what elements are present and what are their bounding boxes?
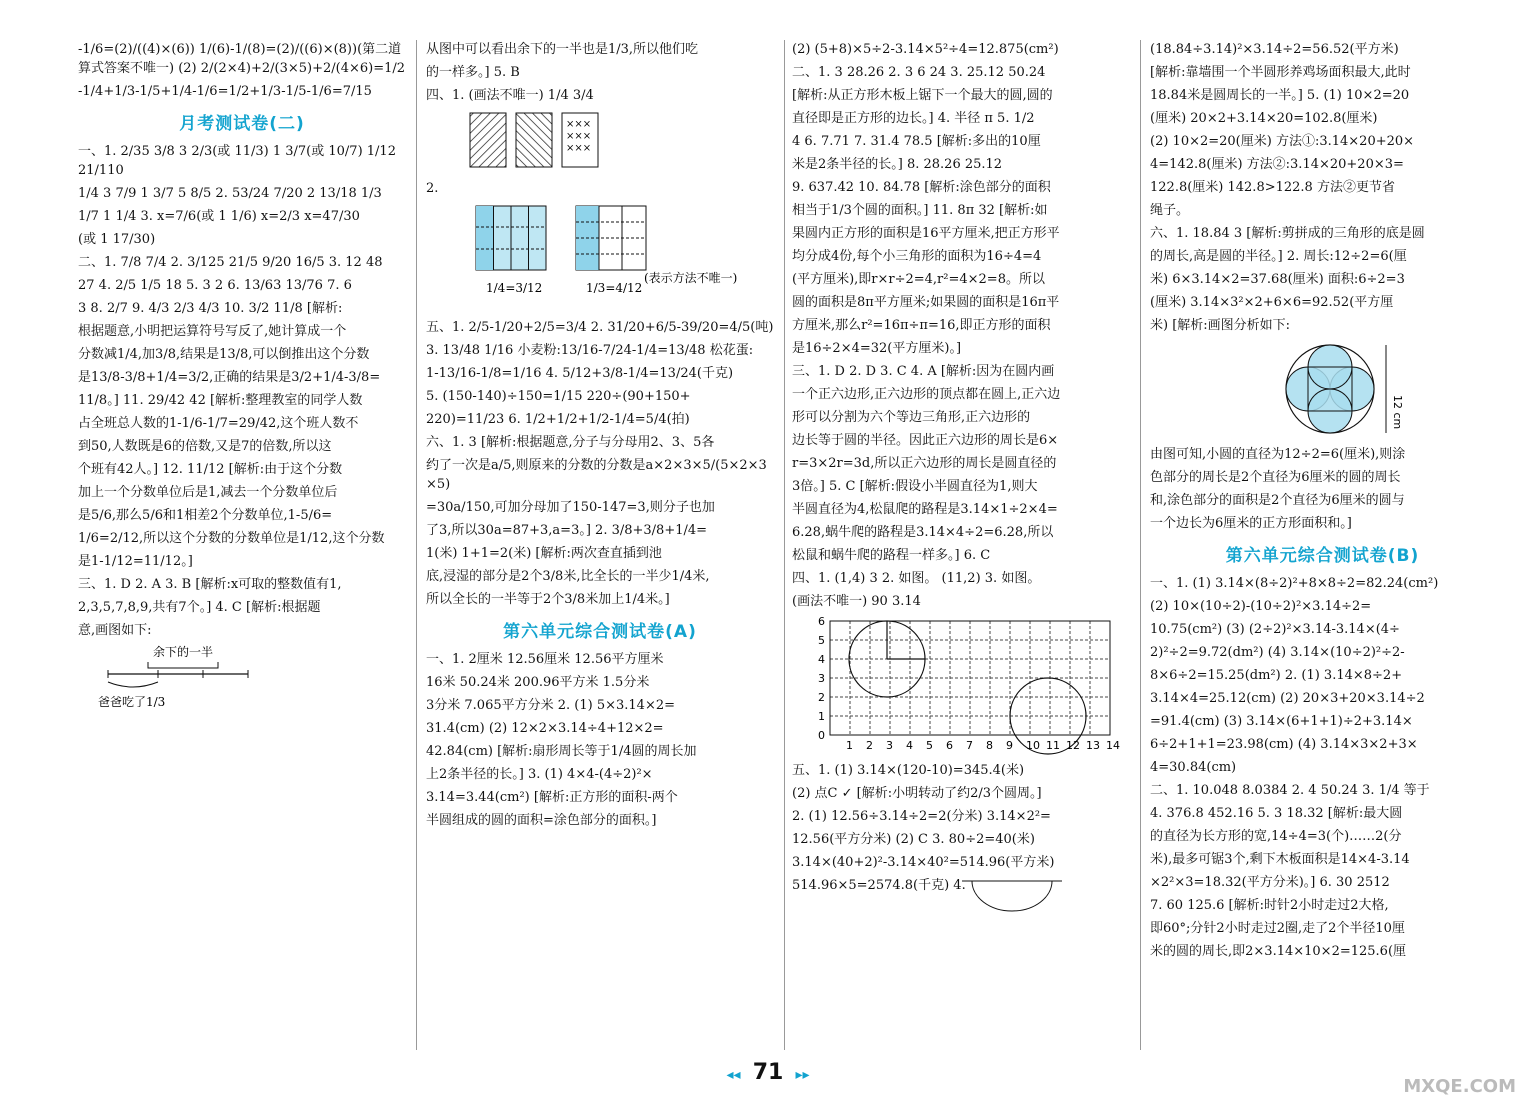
text-line: 2,3,5,7,8,9,共有7个。] 4. C [解析:根据题 bbox=[78, 600, 321, 615]
text-line: 4=30.84(cm) bbox=[1150, 760, 1237, 775]
text-line: 是1-1/12=11/12。] bbox=[78, 554, 193, 569]
text-line: 一、1. (1) 3.14×(8÷2)²+8×8÷2=82.24(cm²) bbox=[1150, 576, 1439, 591]
column-divider bbox=[1140, 40, 1141, 1050]
column-4 bbox=[1150, 40, 1495, 1060]
x-tick-label: 12 bbox=[1066, 739, 1080, 752]
text-line: 18.84米是圆周长的一半。] 5. (1) 10×2=20 bbox=[1150, 88, 1410, 103]
fraction-rectangles-figure bbox=[426, 202, 766, 312]
svg-text:×××: ××× bbox=[566, 119, 592, 130]
text-line: 色部分的周长是2个直径为6厘米的圆的周长 bbox=[1150, 470, 1401, 485]
text-line: 16米 50.24米 200.96平方米 1.5分米 bbox=[426, 675, 650, 690]
text-line: (2) 10×2=20(厘米) 方法①:3.14×20+20× bbox=[1150, 134, 1415, 149]
text-line: 意,画图如下: bbox=[78, 623, 152, 638]
text-line: 形可以分割为六个等边三角形,正六边形的 bbox=[792, 410, 1031, 425]
text-line: 9. 637.42 10. 84.78 [解析:涂色部分的面积 bbox=[792, 180, 1051, 195]
text-line: 二、1. 7/8 7/4 2. 3/125 21/5 9/20 16/5 3. 12 48 bbox=[78, 255, 383, 270]
text-line: 3. 13/48 1/16 小麦粉:13/16-7/24-1/4=13/48 松花蛋: bbox=[426, 343, 754, 358]
text-line: 3.14×(40+2)²-3.14×40²=514.96(平方米) bbox=[792, 855, 1055, 870]
text-line: 是16÷2×4=32(平方厘米)。] bbox=[792, 341, 962, 356]
text-line: 半圆组成的圆的面积=涂色部分的面积。] bbox=[426, 813, 657, 828]
column-3 bbox=[792, 40, 1132, 1060]
x-tick-label: 14 bbox=[1106, 739, 1120, 752]
x-tick-label: 1 bbox=[846, 739, 853, 752]
text-line: 11/8。] 11. 29/42 42 [解析:整理教室的同学人数 bbox=[78, 393, 363, 408]
figure-note: (表示方法不唯一) bbox=[644, 271, 738, 285]
y-tick-label: 2 bbox=[818, 691, 825, 704]
text-line: 米) 6×3.14×2=37.68(厘米) 面积:6÷2=3 bbox=[1150, 272, 1405, 287]
text-line: (或 1 17/30) bbox=[78, 232, 156, 247]
text-line: 绳子。 bbox=[1150, 203, 1190, 218]
text-line: 二、1. 3 28.26 2. 3 6 24 3. 25.12 50.24 bbox=[792, 65, 1046, 80]
text-line: 3 8. 2/7 9. 4/3 2/3 4/3 10. 3/2 11/8 [解析: bbox=[78, 301, 343, 316]
x-tick-label: 8 bbox=[986, 739, 993, 752]
text-line: 底,浸湿的部分是2个3/8米,比全长的一半少1/4米, bbox=[426, 569, 710, 584]
text-line: 3.14×4=25.12(cm) (2) 20×3+20×3.14÷2 bbox=[1150, 691, 1425, 706]
text-line: 的直径为长方形的宽,14÷4=3(个)……2(分 bbox=[1150, 829, 1402, 844]
text-line: 4 6. 7.71 7. 31.4 78.5 [解析:多出的10厘 bbox=[792, 134, 1041, 149]
text-line: 米是2条半径的长。] 8. 28.26 25.12 bbox=[792, 157, 1003, 172]
y-tick-label: 1 bbox=[818, 710, 825, 723]
text-line: 3分米 7.065平方分米 2. (1) 5×3.14×2= bbox=[426, 698, 675, 713]
fraction-equation: 1/4=3/12 bbox=[486, 281, 543, 295]
text-line: (平方厘米),即r×r÷2=4,r²=4×2=8。所以 bbox=[792, 272, 1045, 287]
text-line: (2) 10×(10÷2)-(10÷2)²×3.14÷2= bbox=[1150, 599, 1372, 614]
text-line: 果圆内正方形的面积是16平方厘米,把正方形平 bbox=[792, 226, 1060, 241]
text-line: 从图中可以看出余下的一半也是1/3,所以他们吃 bbox=[426, 42, 699, 57]
text-line: 的周长,高是圆的半径。] 2. 周长:12÷2=6(厘 bbox=[1150, 249, 1407, 264]
text-line: (2) (5+8)×5÷2-3.14×5²÷4=12.875(cm²) bbox=[792, 42, 1059, 57]
text-line: 6÷2+1+1=23.98(cm) (4) 3.14×3×2+3× bbox=[1150, 737, 1418, 752]
text-line: =91.4(cm) (3) 3.14×(6+1+1)÷2+3.14× bbox=[1150, 714, 1413, 729]
x-tick-label: 4 bbox=[906, 739, 913, 752]
text-line: 边长等于圆的半径。因此正六边形的周长是6× bbox=[792, 433, 1059, 448]
text-line: [解析:靠墙围一个半圆形养鸡场面积最大,此时 bbox=[1150, 65, 1411, 80]
text-line: 个班有42人。] 12. 11/12 [解析:由于这个分数 bbox=[78, 462, 343, 477]
column-divider bbox=[416, 40, 417, 1050]
text-line: 3.14=3.44(cm²) [解析:正方形的面积-两个 bbox=[426, 790, 678, 805]
text-line: 均分成4份,每个小三角形的面积为16÷4=4 bbox=[792, 249, 1042, 264]
text-line: 2. (1) 12.56÷3.14÷2=2(分米) 3.14×2²= bbox=[792, 809, 1051, 824]
text-line: 相当于1/3个圆的面积。] 11. 8π 32 [解析:如 bbox=[792, 203, 1048, 218]
text-line: 即60°;分针2小时走过2圈,走了2个半径10厘 bbox=[1150, 921, 1405, 936]
x-tick-label: 7 bbox=[966, 739, 973, 752]
y-tick-label: 0 bbox=[818, 729, 825, 742]
bracket-diagram bbox=[78, 644, 278, 714]
section-heading: 月考测试卷(二) bbox=[179, 114, 305, 134]
x-tick-label: 5 bbox=[926, 739, 933, 752]
section-heading: 第六单元综合测试卷(A) bbox=[503, 622, 697, 642]
text-line: 二、1. 10.048 8.0384 2. 4 50.24 3. 1/4 等于 bbox=[1150, 783, 1430, 798]
text-line: 三、1. D 2. A 3. B [解析:x可取的整数值有1, bbox=[78, 577, 342, 592]
text-line: 由图可知,小圆的直径为12÷2=6(厘米),则涂 bbox=[1150, 447, 1406, 462]
text-line: 31.4(cm) (2) 12×2×3.14÷4+12×2= bbox=[426, 721, 664, 736]
text-line: 方厘米,那么r²=16π÷π=16,即正方形的面积 bbox=[792, 318, 1051, 333]
dimension-label: 12 cm bbox=[1391, 395, 1404, 430]
text-line: 四、1. (画法不唯一) 1/4 3/4 bbox=[426, 88, 594, 103]
x-tick-label: 3 bbox=[886, 739, 893, 752]
diagram-top-label: 余下的一半 bbox=[153, 645, 214, 659]
coordinate-grid-figure bbox=[792, 615, 1120, 755]
text-line: 4=142.8(厘米) 方法②:3.14×20+20×3= bbox=[1150, 157, 1404, 172]
text-line: 2)²÷2=9.72(dm²) (4) 3.14×(10÷2)²÷2- bbox=[1150, 645, 1405, 660]
text-line: 是13/8-3/8+1/4=3/2,正确的结果是3/2+1/4-3/8= bbox=[78, 370, 381, 385]
page-number: 71 bbox=[752, 1060, 784, 1085]
column-2 bbox=[426, 40, 774, 1060]
column-1 bbox=[78, 40, 406, 1060]
text-line: 1-13/16-1/8=1/16 4. 5/12+3/8-1/4=13/24(千克) bbox=[426, 366, 734, 381]
x-tick-label: 11 bbox=[1046, 739, 1060, 752]
text-line: (画法不唯一) 90 3.14 bbox=[792, 594, 921, 609]
text-line: 米),最多可锯3个,剩下木板面积是14×4-3.14 bbox=[1150, 852, 1410, 867]
text-line: 六、1. 18.84 3 [解析:剪拼成的三角形的底是圆 bbox=[1150, 226, 1425, 241]
text-line: 五、1. 2/5-1/20+2/5=3/4 2. 31/20+6/5-39/20=4/5(吨) bbox=[426, 320, 774, 335]
text-line: 10.75(cm²) (3) (2÷2)²×3.14-3.14×(4÷ bbox=[1150, 622, 1400, 637]
text-line: -1/4+1/3-1/5+1/4-1/6=1/2+1/3-1/5-1/6=7/15 bbox=[78, 84, 372, 99]
text-line: 1(米) 1+1=2(米) [解析:两次查直插到池 bbox=[426, 546, 662, 561]
semicircle-figure bbox=[952, 875, 1072, 915]
text-line: 3倍。] 5. C [解析:假设小半圆直径为1,则大 bbox=[792, 479, 1038, 494]
watermark: MXQE.COM bbox=[1403, 1076, 1516, 1097]
text-line: 圆的面积是8π平方厘米;如果圆的面积是16π平 bbox=[792, 295, 1060, 310]
text-line: (厘米) 3.14×3²×2+6×6=92.52(平方厘 bbox=[1150, 295, 1394, 310]
text-line: 一个正六边形,正六边形的顶点都在圆上,正六边 bbox=[792, 387, 1061, 402]
column-divider bbox=[784, 40, 785, 1050]
text-line: 松鼠和蜗牛爬的路程一样多。] 6. C bbox=[792, 548, 991, 563]
text-line: 一个边长为6厘米的正方形面积和。] bbox=[1150, 516, 1352, 531]
text-line: 1/4 3 7/9 1 3/7 5 8/5 2. 53/24 7/20 2 13/18 1/3 bbox=[78, 186, 382, 201]
x-tick-label: 2 bbox=[866, 739, 873, 752]
text-line: 六、1. 3 [解析:根据题意,分子与分母用2、3、5各 bbox=[426, 435, 715, 450]
text-line: (2) 点C ✓ [解析:小明转动了约2/3个圆周。] bbox=[792, 786, 1042, 801]
prev-arrow-icon: ◂◂ bbox=[726, 1067, 741, 1083]
text-line: (厘米) 20×2+3.14×20=102.8(厘米) bbox=[1150, 111, 1378, 126]
fraction-equation: 1/3=4/12 bbox=[586, 281, 643, 295]
text-line: 12.56(平方分米) (2) C 3. 80÷2=40(米) bbox=[792, 832, 1035, 847]
text-line: 是5/6,那么5/6和1相差2个分数单位,1-5/6= bbox=[78, 508, 333, 523]
hatched-squares-figure bbox=[426, 109, 626, 173]
x-tick-label: 10 bbox=[1026, 739, 1040, 752]
text-line: 和,涂色部分的面积是2个直径为6厘米的圆与 bbox=[1150, 493, 1405, 508]
svg-text:×××: ××× bbox=[566, 131, 592, 142]
text-line: 5. (150-140)÷150=1/15 220÷(90+150+ bbox=[426, 389, 691, 404]
text-line: 到50,人数既是6的倍数,又是7的倍数,所以这 bbox=[78, 439, 332, 454]
text-line: 514.96×5=2574.8(千克) 4. bbox=[792, 878, 966, 893]
text-line: -1/6=(2)/((4)×(6)) 1/(6)-1/(8)=(2)/((6)×(8))(第二道算式答案不唯一) (2) 2/(2×4)+2/(3×5)+2/(4×6)=1/2 bbox=[78, 42, 406, 76]
text-line: 分数减1/4,加3/8,结果是13/8,可以倒推出这个分数 bbox=[78, 347, 370, 362]
x-tick-label: 13 bbox=[1086, 739, 1100, 752]
text-line: ×2²×3=18.32(平方分米)。] 6. 30 2512 bbox=[1150, 875, 1390, 890]
text-line: 一、1. 2/35 3/8 3 2/3(或 11/3) 1 3/7(或 10/7) 1/12 21/110 bbox=[78, 144, 396, 178]
text-line: 一、1. 2厘米 12.56厘米 12.56平方厘米 bbox=[426, 652, 664, 667]
x-tick-label: 9 bbox=[1006, 739, 1013, 752]
text-line: [解析:从正方形木板上锯下一个最大的圆,圆的 bbox=[792, 88, 1053, 103]
text-line: 三、1. D 2. D 3. C 4. A [解析:因为在圆内画 bbox=[792, 364, 1055, 379]
y-tick-label: 4 bbox=[818, 653, 825, 666]
text-line: 占全班总人数的1-1/6-1/7=29/42,这个班人数不 bbox=[78, 416, 359, 431]
text-line: 8×6÷2=15.25(dm²) 2. (1) 3.14×8÷2+ bbox=[1150, 668, 1403, 683]
text-line: 122.8(厘米) 142.8>122.8 方法②更节省 bbox=[1150, 180, 1395, 195]
text-line: 的一样多。] 5. B bbox=[426, 65, 520, 80]
text-line: 上2条半径的长。] 3. (1) 4×4-(4÷2)²× bbox=[426, 767, 653, 782]
text-line: r=3×2r=3d,所以正六边形的周长是圆直径的 bbox=[792, 456, 1057, 471]
text-line: =30a/150,可加分母加了150-147=3,则分子也加 bbox=[426, 500, 715, 515]
y-tick-label: 5 bbox=[818, 634, 825, 647]
next-arrow-icon: ▸▸ bbox=[795, 1067, 810, 1083]
text-line: 半圆直径为4,松鼠爬的路程是3.14×1÷2×4= bbox=[792, 502, 1058, 517]
y-tick-label: 6 bbox=[818, 615, 825, 628]
x-tick-label: 6 bbox=[946, 739, 953, 752]
text-line: 27 4. 2/5 1/5 18 5. 3 2 6. 13/63 13/76 7. 6 bbox=[78, 278, 352, 293]
diagram-bottom-label: 爸爸吃了1/3 bbox=[98, 695, 166, 709]
text-line: 1/6=2/12,所以这个分数的分数单位是1/12,这个分数 bbox=[78, 531, 385, 546]
text-line: 1/7 1 1/4 3. x=7/6(或 1 1/6) x=2/3 x=47/30 bbox=[78, 209, 360, 224]
text-line: 了3,所以30a=87+3,a=3。] 2. 3/8+3/8+1/4= bbox=[426, 523, 708, 538]
text-line: 四、1. (1,4) 3 2. 如图。 (11,2) 3. 如图。 bbox=[792, 571, 1041, 586]
text-line: 直径即是正方形的边长。] 4. 半径 π 5. 1/2 bbox=[792, 111, 1035, 126]
y-tick-label: 3 bbox=[818, 672, 825, 685]
text-line: 2. bbox=[426, 181, 439, 196]
text-line: 220)=11/23 6. 1/2+1/2+1/2-1/4=5/4(拍) bbox=[426, 412, 690, 427]
text-line: (18.84÷3.14)²×3.14÷2=56.52(平方米) bbox=[1150, 42, 1399, 57]
text-line: 米) [解析:画图分析如下: bbox=[1150, 318, 1291, 333]
circles-figure bbox=[1150, 339, 1490, 439]
text-line: 7. 60 125.6 [解析:时针2小时走过2大格, bbox=[1150, 898, 1389, 913]
page-number-bar bbox=[0, 1060, 1536, 1085]
text-line: 42.84(cm) [解析:扇形周长等于1/4圆的周长加 bbox=[426, 744, 697, 759]
text-line: 五、1. (1) 3.14×(120-10)=345.4(米) bbox=[792, 763, 1025, 778]
text-line: 6.28,蜗牛爬的路程是3.14×4÷2=6.28,所以 bbox=[792, 525, 1054, 540]
svg-text:×××: ××× bbox=[566, 143, 592, 154]
text-line: 根据题意,小明把运算符号写反了,她计算成一个 bbox=[78, 324, 347, 339]
text-line: 约了一次是a/5,则原来的分数的分数是a×2×3×5/(5×2×3×5) bbox=[426, 458, 767, 492]
text-line: 加上一个分数单位后是1,减去一个分数单位后 bbox=[78, 485, 338, 500]
section-heading: 第六单元综合测试卷(B) bbox=[1225, 546, 1420, 566]
text-line: 米的圆的周长,即2×3.14×10×2=125.6(厘 bbox=[1150, 944, 1407, 959]
text-line: 所以全长的一半等于2个3/8米加上1/4米。] bbox=[426, 592, 670, 607]
text-line: 4. 376.8 452.16 5. 3 18.32 [解析:最大圆 bbox=[1150, 806, 1403, 821]
